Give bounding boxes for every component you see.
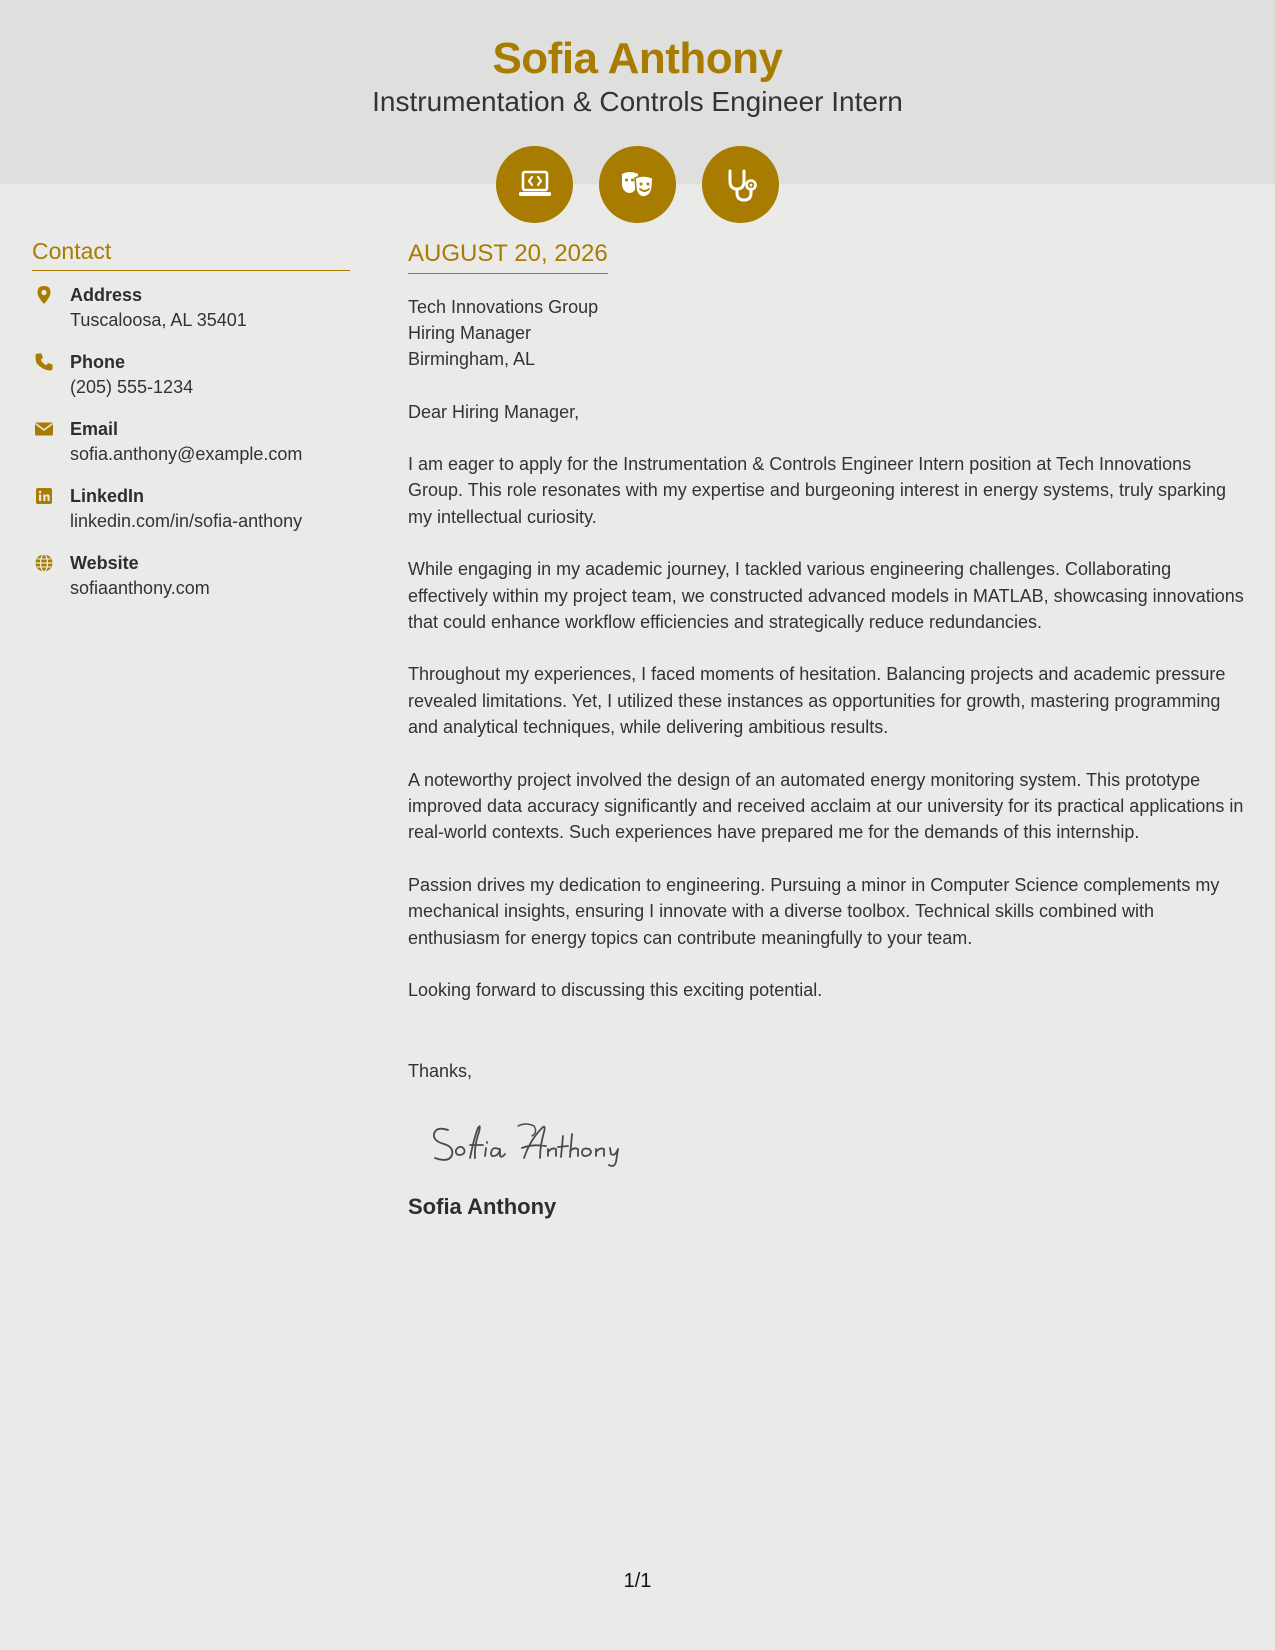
contact-label: Email	[70, 419, 119, 439]
contact-phone	[32, 350, 350, 400]
contact-label: Address	[70, 285, 143, 305]
globe-icon	[34, 553, 54, 573]
interest-icons	[496, 146, 779, 223]
linkedin-value[interactable]: linkedin.com/in/sofia-anthony	[70, 511, 303, 531]
phone-value: (205) 555-1234	[70, 377, 194, 397]
page-number: 1/1	[623, 1570, 652, 1592]
phone-icon	[34, 352, 54, 372]
paragraph: Looking forward to discussing this exciting potential.	[408, 980, 823, 1001]
recipient-location: Birmingham, AL	[408, 349, 536, 369]
letter-body	[408, 240, 1246, 1220]
contact-heading: Contact	[32, 238, 350, 271]
envelope-icon	[34, 419, 54, 439]
recipient-title: Hiring Manager	[408, 323, 532, 343]
recipient-block	[408, 294, 1246, 372]
contact-label: LinkedIn	[70, 486, 145, 506]
salutation: Dear Hiring Manager,	[408, 402, 580, 422]
contact-email	[32, 417, 350, 467]
website-value[interactable]: sofiaanthony.com	[70, 578, 210, 598]
email-value[interactable]: sofia.anthony@example.com	[70, 444, 303, 464]
closing: Thanks,	[408, 1060, 473, 1081]
recipient-company: Tech Innovations Group	[408, 297, 599, 317]
contact-address	[32, 283, 350, 333]
contact-label: Website	[70, 553, 139, 573]
signer-name: Sofia Anthony	[408, 1193, 557, 1219]
contact-linkedin	[32, 484, 350, 534]
contact-sidebar	[32, 238, 350, 618]
linkedin-icon	[34, 486, 54, 506]
theater-masks-icon	[599, 146, 676, 223]
laptop-code-icon	[496, 146, 573, 223]
stethoscope-icon	[702, 146, 779, 223]
address-value: Tuscaloosa, AL 35401	[70, 310, 247, 330]
paragraph: Passion drives my dedication to engineering. Pursuing a minor in Computer Science complements my mechanical insights, ensuring I innovate with a diverse toolbox. Technical skills combined with enthusiasm for energy topics can contribute meaningfully to your team.	[408, 874, 1220, 948]
letter-date: AUGUST 20, 2026	[408, 240, 608, 274]
paragraph: A noteworthy project involved the design of an automated energy monitoring system. This prototype improved data accuracy significantly and received acclaim at our university for its practical applications in real-world contexts. Such experiences have prepared me for the demands of this internship.	[408, 769, 1244, 843]
job-title: Instrumentation & Controls Engineer Intern	[372, 86, 903, 117]
map-pin-icon	[34, 285, 54, 305]
contact-list	[32, 283, 350, 601]
paragraph: I am eager to apply for the Instrumentation & Controls Engineer Intern position at Tech Innovations Group. This role resonates with my expertise and burgeoning interest in energy systems, truly sparking my intellectual curiosity.	[408, 454, 1227, 527]
contact-website	[32, 551, 350, 601]
paragraph: While engaging in my academic journey, I tackled various engineering challenges. Collaborating effectively within my project team, we constructed advanced models in MATLAB, showcasing innovations that could enhance workflow efficiencies and strategically reduce redundancies.	[408, 559, 1244, 633]
contact-label: Phone	[70, 352, 126, 372]
handwritten-signature	[426, 1118, 1246, 1168]
applicant-name: Sofia Anthony	[492, 34, 783, 83]
paragraph: Throughout my experiences, I faced moments of hesitation. Balancing projects and academic pressure revealed limitations. Yet, I utilized these instances as opportunities for growth, mastering programming and analytical techniques, while delivering ambitious results.	[408, 664, 1226, 738]
